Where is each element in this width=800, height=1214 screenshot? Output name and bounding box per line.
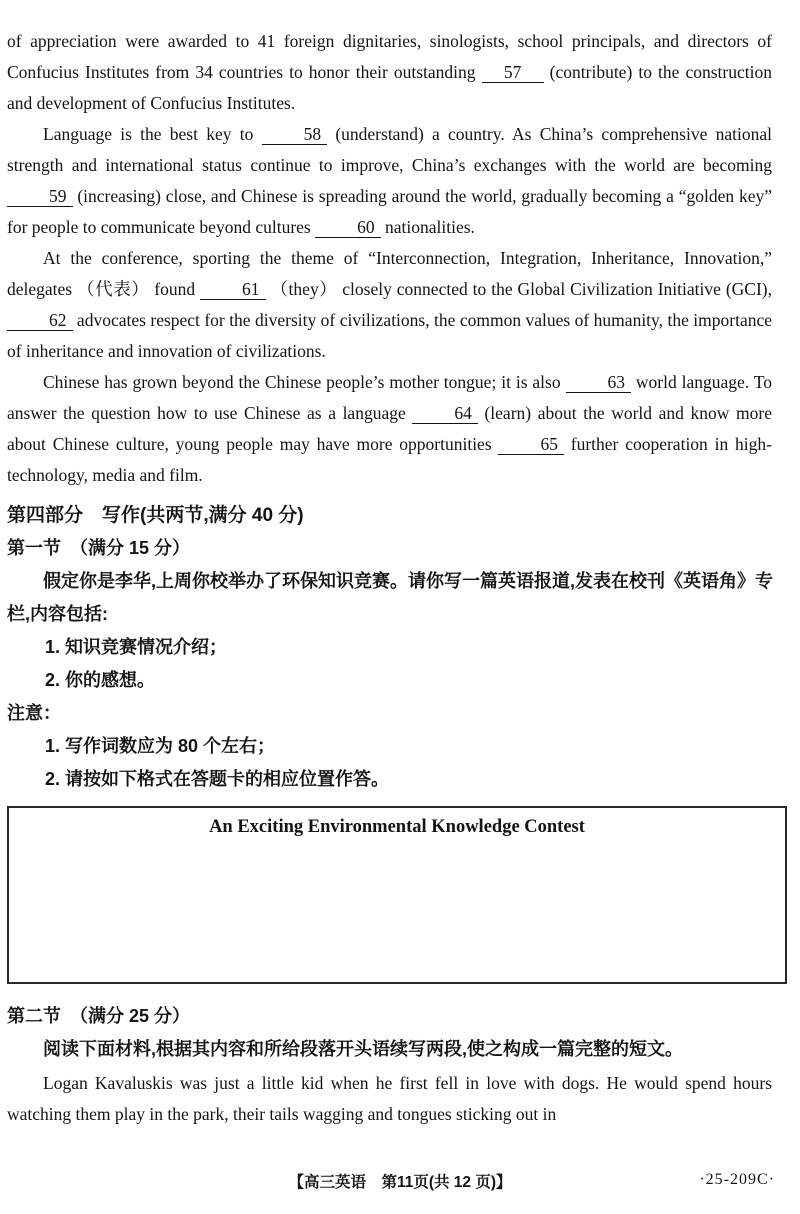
- story-paragraph: Logan Kavaluskis was just a little kid when he first fell in love with dogs. He would spend hours watching them play in the park, their tails wagging and tongues sticking out in: [7, 1073, 772, 1124]
- passage-paragraph: At the conference, sporting the theme of “Interconnection, Integration, Inheritance, Innovation,” delegates （代表） found 61 （they） closely connected to the Global Civilization Initiative (GCI), 62 advocates respect for the diversity of civilizations, the common values of humanity, the importance of inheritance and innovation of civilizations.: [7, 248, 772, 361]
- part4-heading: 第四部分 写作(共两节,满分 40 分): [7, 505, 304, 526]
- footer-page-info: 【高三英语 第11页(共 12 页)】: [288, 1174, 512, 1191]
- cloze-blank-62: 62: [7, 310, 73, 331]
- section1-title: 第一节 （满分 15 分）: [7, 538, 191, 558]
- cloze-blank-59: 59: [7, 186, 73, 207]
- answer-box-title: An Exciting Environmental Knowledge Contest: [209, 817, 585, 837]
- cloze-blank-63: 63: [566, 372, 632, 393]
- cloze-blank-58: 58: [262, 124, 328, 145]
- cloze-blank-57: 57: [482, 62, 544, 83]
- cloze-blank-65: 65: [498, 434, 564, 455]
- page-footer: [0, 1170, 800, 1192]
- cloze-passage: [7, 26, 787, 491]
- passage-paragraph: of appreciation were awarded to 41 foreign dignitaries, sinologists, school principals, and directors of Confucius Institutes from 34 countries to honor their outstanding 57 (contribute) to the construction and development of Confucius Institutes.: [7, 31, 772, 113]
- notice-2: 2. 请按如下格式在答题卡的相应位置作答。: [45, 769, 390, 789]
- section2-instruction: 阅读下面材料,根据其内容和所给段落开头语续写两段,使之构成一篇完整的短文。: [43, 1039, 683, 1059]
- section1-point-1: 1. 知识竞赛情况介绍；: [45, 637, 228, 657]
- cloze-blank-60: 60: [315, 217, 381, 238]
- cloze-blank-61: 61: [200, 279, 266, 300]
- passage-paragraph: Language is the best key to 58 (understand) a country. As China’s comprehensive national strength and international status continue to improve, China’s exchanges with the world are becoming 59 (increasing) close, and Chinese is spreading around the world, gradually becoming a “golden key” for people to communicate beyond cultures 60 nationalities.: [7, 124, 772, 237]
- answer-box: [7, 806, 787, 984]
- section1-prompt: 假定你是李华,上周你校举办了环保知识竞赛。请你写一篇英语报道,发表在校刊《英语角》专栏,内容包括:: [7, 571, 773, 624]
- cloze-blank-64: 64: [412, 403, 478, 424]
- section1-point-2: 2. 你的感想。: [45, 670, 156, 690]
- passage-paragraph: Chinese has grown beyond the Chinese people’s mother tongue; it is also 63 world language. To answer the question how to use Chinese as a language 64 (learn) about the world and know more about Chinese culture, young people may have more opportunities 65 further cooperation in high-technology, media and film.: [7, 372, 772, 485]
- notice-label: 注意：: [7, 703, 61, 723]
- section2-title: 第二节 （满分 25 分）: [7, 1006, 191, 1026]
- notice-1: 1. 写作词数应为 80 个左右；: [45, 736, 276, 756]
- footer-paper-code: ·25-209C·: [699, 1171, 775, 1188]
